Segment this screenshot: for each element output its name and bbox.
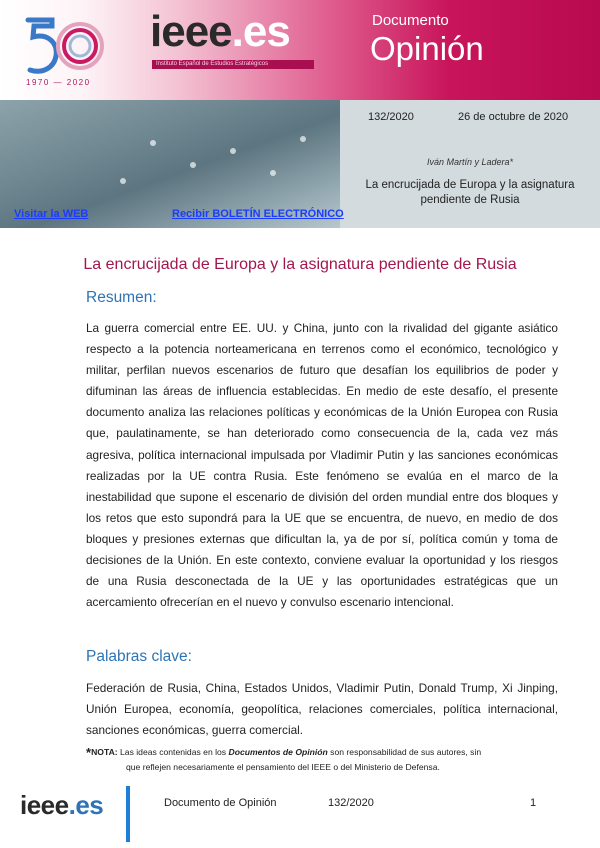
anniversary-years: 1970 — 2020 — [26, 78, 91, 87]
keywords-heading: Palabras clave: — [86, 648, 192, 665]
city-light — [190, 162, 196, 168]
note-label: NOTA: — [91, 747, 118, 757]
newsletter-link[interactable]: Recibir BOLETÍN ELECTRÓNICO — [172, 208, 344, 220]
keywords-text: Federación de Rusia, China, Estados Unidos, Vladimir Putin, Donald Trump, Xi Jinping, Unión Europea, economía, geopolítica, relaciones comerciales, política internacional, sanciones económicas, guerra comercial. — [86, 681, 558, 737]
footer-document-label: Documento de Opinión — [164, 797, 277, 809]
document-date: 26 de octubre de 2020 — [458, 111, 569, 123]
city-light — [230, 148, 236, 154]
footer-divider-bar — [126, 786, 130, 842]
city-light — [300, 136, 306, 142]
disclaimer-line-2: que reflejen necesariamente el pensamiento del IEEE o del Ministerio de Defensa. — [126, 762, 440, 772]
city-light — [150, 140, 156, 146]
document-kind-label: Opinión — [370, 30, 484, 67]
visit-web-link[interactable]: Visitar la WEB — [14, 208, 89, 220]
footer-logo-main: ieee — [20, 790, 69, 820]
ieee-brand-logo — [150, 7, 290, 56]
document-type-label: Documento — [372, 12, 449, 29]
brand-suffix-text: .es — [231, 7, 290, 56]
document-header — [0, 0, 600, 228]
footer-page-number: 1 — [530, 797, 537, 809]
note-text-before: Las ideas contenidas en los — [117, 747, 229, 757]
document-number: 132/2020 — [368, 111, 414, 123]
document-title: La encrucijada de Europa y la asignatura pendiente de Rusia — [83, 256, 517, 273]
document-author: Iván Martín y Ladera* — [426, 157, 514, 167]
note-text-after: son responsabilidad de sus autores, sin — [327, 747, 482, 757]
note-asterisk: * — [86, 745, 92, 760]
footer-logo-suffix: .es — [68, 790, 104, 820]
footer-ieee-logo — [20, 790, 103, 821]
disclaimer-line-1 — [86, 745, 564, 760]
header-document-title: La encrucijada de Europa y la asignatura pendiente de Rusia — [365, 179, 575, 206]
brand-subtitle: Instituto Español de Estudios Estratégicos — [152, 60, 314, 69]
footer-document-number: 132/2020 — [328, 797, 374, 809]
city-light — [270, 170, 276, 176]
disclaimer-note — [86, 745, 564, 774]
city-light — [120, 178, 126, 184]
abstract-text: La guerra comercial entre EE. UU. y China, junto con la rivalidad del gigante asiático respecto a la potencia norteamericana en terrenos como el económico, tecnológico y militar, perfilan nuevos escenarios de futuro que desafían los equilibrios de poder y difuminan las áreas de influencia establecidas. En medio de este desafío, el presente documento analiza las relaciones políticas y económicas de la Unión Europea con Rusia que, paulatinamente, se han deteriorado como consecuencia de la, cada vez más agresiva, política internacional impulsada por Vladimir Putin y las sanciones económicas realizadas por la UE contra Rusia. Este fenómeno se evalúa en el marco de la inestabilidad que supone el escenario de división del orden mundial entre dos bloques y los retos que esto supondrá para la UE que se encuentra, de nuevo, en medio de dos bloques y presiones externas que dificultan la, ya de por sí, política común y toma de decisiones de la Unión. En este contexto, conviene evaluar la oportunidad y los riesgos de una Rusia desconectada de la UE y las oportunidades estratégicas que un acercamiento ofrecerían en el nuevo y convulso escenario intencional. — [86, 321, 558, 610]
note-emphasis: Documentos de Opinión — [228, 747, 328, 757]
abstract-heading: Resumen: — [86, 289, 157, 306]
brand-main-text: ieee — [150, 7, 232, 56]
